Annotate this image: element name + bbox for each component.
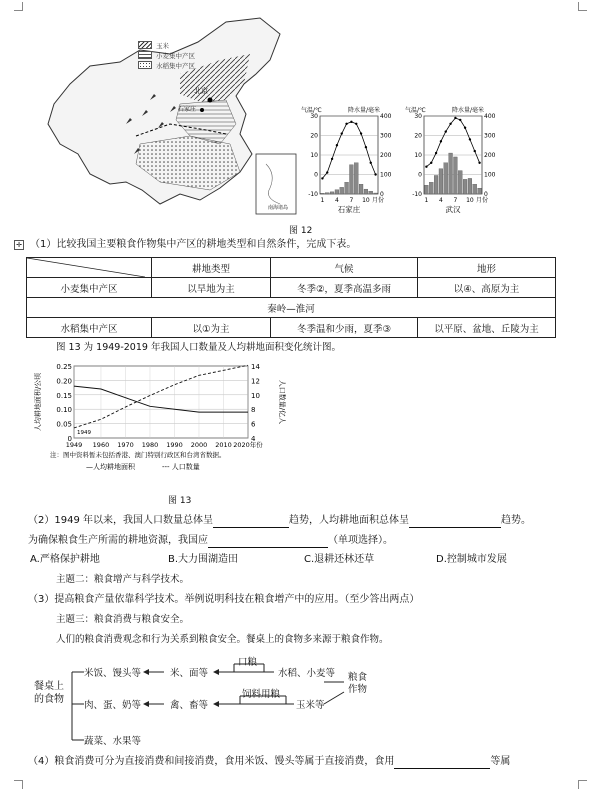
temperature-point bbox=[459, 119, 461, 121]
answer-blank-choice[interactable] bbox=[208, 533, 328, 548]
cell-qinling-huaihe: 秦岭—淮河 bbox=[27, 298, 556, 318]
climate-city-name: 石家庄 bbox=[337, 205, 361, 214]
precipitation-bar bbox=[345, 182, 349, 194]
precipitation-bar bbox=[458, 171, 462, 194]
cell-rice-climate: 冬季温和少雨，夏季③ bbox=[271, 318, 418, 338]
food-flow-diagram bbox=[34, 652, 374, 752]
fig13-start-label: 1949 bbox=[77, 430, 91, 436]
option-a[interactable]: A.严格保护耕地 bbox=[30, 554, 100, 565]
legend-item-corn: 玉米 bbox=[138, 40, 195, 50]
legend-item-rice: 水稻集中产区 bbox=[138, 60, 195, 70]
fig13-right-tick: 4 bbox=[251, 435, 256, 443]
temperature-point bbox=[365, 146, 367, 148]
beijing-dot bbox=[208, 98, 213, 103]
climate-right-tick: 0 bbox=[380, 191, 384, 198]
climate-x-unit: 月份 bbox=[476, 197, 489, 204]
temperature-point bbox=[331, 158, 333, 160]
fig13-legend-dashed: --- 人口数量 bbox=[162, 463, 200, 471]
header-climate: 气候 bbox=[271, 258, 418, 278]
flow-crops: 粮食作物 bbox=[348, 672, 368, 695]
fig13-x-tick: 1980 bbox=[141, 441, 159, 449]
flow-corn: 玉米等 bbox=[296, 700, 325, 711]
option-c[interactable]: C.退耕还林还草 bbox=[304, 554, 375, 565]
fig13-right-tick: 6 bbox=[251, 420, 256, 429]
table-row bbox=[27, 298, 556, 318]
fig13-x-tick: 1960 bbox=[92, 441, 110, 449]
temperature-point bbox=[321, 177, 323, 179]
cell-wheat-farmland: 以旱地为主 bbox=[152, 278, 271, 298]
temperature-point bbox=[430, 162, 432, 164]
fig13-left-tick: 0 bbox=[67, 435, 72, 443]
table-move-handle-icon[interactable]: ✛ bbox=[14, 240, 24, 250]
climate-right-axis-label: 降水量/毫米 bbox=[348, 107, 381, 114]
climate-x-tick: 7 bbox=[453, 197, 458, 204]
flow-poultry: 禽、畜等 bbox=[170, 700, 209, 711]
fig13-left-tick: 0.25 bbox=[56, 363, 72, 371]
flow-rice-noodles: 米饭、馒头等 bbox=[84, 668, 142, 679]
precipitation-bar bbox=[335, 190, 339, 194]
header-farmland-type: 耕地类型 bbox=[152, 258, 271, 278]
climate-right-tick: 0 bbox=[484, 191, 488, 198]
shijiazhuang-dot bbox=[200, 108, 204, 112]
map-legend bbox=[138, 40, 195, 70]
precipitation-bar bbox=[325, 193, 329, 194]
climate-chart-wuhan bbox=[404, 104, 500, 222]
population-farmland-chart-svg bbox=[30, 358, 330, 490]
table-row bbox=[27, 278, 556, 298]
question-3: （3）提高粮食产量依靠科学技术。举例说明科技在粮食增产中的应用。（至少答出两点） bbox=[28, 594, 420, 605]
climate-left-tick: 10 bbox=[414, 152, 422, 159]
fig13-note: 注：图中资料暂未包括香港、澳门特别行政区和台湾省数据。 bbox=[50, 451, 226, 459]
topic-2: 主题二：粮食增产与科学技术。 bbox=[56, 574, 190, 585]
population-farmland-chart bbox=[30, 358, 330, 490]
cell-wheat-terrain: 以④、高原为主 bbox=[418, 278, 556, 298]
label-shijiazhuang: 石家庄 bbox=[178, 106, 197, 113]
legend-item-wheat: 小麦集中产区 bbox=[138, 50, 195, 60]
precipitation-bar bbox=[439, 169, 443, 194]
temperature-point bbox=[435, 152, 437, 154]
climate-x-tick: 1 bbox=[320, 197, 325, 204]
fig13-right-axis-label: 人口数量/亿人 bbox=[278, 379, 286, 425]
climate-chart-svg bbox=[404, 104, 500, 222]
climate-chart-shijiazhuang bbox=[300, 104, 396, 222]
fig13-x-tick: 1990 bbox=[166, 441, 183, 449]
question-4: （4）粮食消费可分为直接消费和间接消费，食用米饭、馒头等属于直接消费，食用 等属 bbox=[28, 756, 511, 767]
climate-left-axis-label: 气温/℃ bbox=[405, 107, 426, 114]
figure-13-intro: 图 13 为 1949-2019 年我国人口数量及人均耕地面积变化统计图。 bbox=[56, 342, 341, 353]
precipitation-bar bbox=[468, 178, 472, 194]
grain-comparison-table bbox=[26, 257, 556, 338]
question-1: （1）比较我国主要粮食作物集中产区的耕地类型和自然条件，完成下表。 bbox=[30, 239, 357, 250]
temperature-point bbox=[474, 150, 476, 152]
climate-left-tick: -10 bbox=[308, 191, 318, 198]
temperature-point bbox=[440, 140, 442, 142]
flow-rice-flour: 米、面等 bbox=[170, 668, 209, 679]
flow-table-food: 餐桌上的食物 bbox=[34, 681, 64, 705]
china-grain-map bbox=[30, 4, 302, 218]
climate-right-tick: 300 bbox=[380, 132, 392, 140]
fig13-right-tick: 14 bbox=[251, 363, 260, 371]
temperature-point bbox=[336, 144, 338, 146]
china-map-graphic bbox=[30, 4, 302, 218]
temperature-point bbox=[374, 173, 376, 175]
cell-rice-terrain: 以平原、盆地、丘陵为主 bbox=[418, 318, 556, 338]
climate-right-tick: 100 bbox=[484, 171, 496, 179]
fig13-left-tick: 0.05 bbox=[56, 420, 72, 429]
temperature-line bbox=[322, 122, 375, 179]
corner-mark-top-left bbox=[14, 2, 23, 11]
precipitation-bar bbox=[359, 184, 363, 194]
label-beijing: 北京 bbox=[194, 87, 208, 95]
inset-label: 南海诸岛 bbox=[268, 205, 289, 211]
topic-3: 主题三：粮食消费与粮食安全。 bbox=[56, 614, 190, 625]
flow-meat-eggs: 肉、蛋、奶等 bbox=[84, 700, 142, 711]
climate-chart-svg bbox=[300, 104, 396, 222]
temperature-point bbox=[370, 162, 372, 164]
precipitation-bar bbox=[434, 175, 438, 194]
fig13-left-tick: 0.15 bbox=[56, 391, 72, 400]
fig13-x-tick: 2000 bbox=[190, 441, 208, 449]
temperature-point bbox=[360, 132, 362, 134]
topic-3-text: 人们的粮食消费观念和行为关系到粮食安全。餐桌上的食物多来源于粮食作物。 bbox=[56, 634, 389, 645]
question-2-line-1: （2）1949 年以来，我国人口数量总体呈 趋势，人均耕地面积总体呈 趋势。 bbox=[28, 515, 531, 526]
climate-right-tick: 400 bbox=[484, 113, 496, 120]
fig13-right-tick: 12 bbox=[251, 377, 260, 386]
climate-x-tick: 4 bbox=[335, 197, 339, 204]
precipitation-bar bbox=[449, 153, 453, 194]
fig13-x-tick: 2020年份 bbox=[233, 441, 263, 449]
option-b[interactable]: B.大力围湖造田 bbox=[168, 554, 239, 565]
climate-left-tick: 30 bbox=[310, 113, 318, 120]
precipitation-bar bbox=[473, 184, 477, 194]
climate-left-tick: 0 bbox=[418, 171, 422, 179]
flow-feed: 饲料用粮 bbox=[242, 689, 281, 700]
precipitation-bar bbox=[374, 193, 378, 194]
precipitation-bar bbox=[369, 191, 373, 194]
climate-left-axis-label: 气温/℃ bbox=[301, 107, 322, 114]
flow-veggies: 蔬菜、水果等 bbox=[84, 736, 142, 747]
figure-13-caption: 图 13 bbox=[168, 496, 192, 506]
precipitation-bar bbox=[463, 179, 467, 194]
precipitation-bar bbox=[364, 189, 368, 194]
cell-rice-region: 水稻集中产区 bbox=[27, 318, 152, 338]
temperature-point bbox=[445, 130, 447, 132]
precipitation-bar bbox=[321, 193, 325, 194]
precipitation-bar bbox=[429, 182, 433, 194]
precipitation-bar bbox=[354, 163, 358, 194]
temperature-line bbox=[426, 118, 479, 167]
precipitation-bar bbox=[478, 188, 482, 194]
cell-rice-farmland: 以①为主 bbox=[152, 318, 271, 338]
climate-right-axis-label: 降水量/毫米 bbox=[452, 107, 485, 114]
table-diagonal-cell bbox=[27, 258, 152, 278]
figure-12-caption: 图 12 bbox=[289, 226, 313, 236]
climate-left-tick: 10 bbox=[310, 152, 318, 159]
answer-blank-farmland-trend[interactable] bbox=[409, 513, 501, 528]
temperature-point bbox=[469, 138, 471, 140]
precipitation-bar bbox=[425, 185, 429, 194]
flow-ration: 口粮 bbox=[238, 657, 258, 668]
cell-wheat-region: 小麦集中产区 bbox=[27, 278, 152, 298]
temperature-point bbox=[449, 123, 451, 125]
fig13-right-tick: 8 bbox=[251, 406, 256, 415]
cell-wheat-climate: 冬季②，夏季高温多雨 bbox=[271, 278, 418, 298]
precipitation-bar bbox=[340, 187, 344, 194]
fig13-left-tick: 0.10 bbox=[56, 406, 72, 415]
corner-mark-top-right bbox=[578, 2, 587, 11]
answer-blank-population-trend[interactable] bbox=[213, 513, 289, 528]
fig13-x-tick: 2010 bbox=[215, 441, 232, 449]
climate-left-tick: 0 bbox=[314, 171, 318, 179]
temperature-point bbox=[454, 117, 456, 119]
farmland-per-capita-line bbox=[74, 386, 248, 412]
climate-x-unit: 月份 bbox=[372, 197, 385, 204]
climate-right-tick: 200 bbox=[380, 152, 392, 159]
precipitation-bar bbox=[444, 163, 448, 194]
corner-mark-bottom-left bbox=[14, 780, 23, 789]
fig13-left-axis-label: 人均耕地面积/公顷 bbox=[34, 372, 42, 432]
fig13-right-tick: 10 bbox=[251, 391, 260, 400]
temperature-point bbox=[350, 121, 352, 123]
fig13-x-tick: 1970 bbox=[117, 441, 134, 449]
climate-city-name: 武汉 bbox=[445, 205, 461, 214]
population-line bbox=[74, 365, 248, 428]
answer-blank-indirect[interactable] bbox=[394, 754, 490, 769]
climate-left-tick: -10 bbox=[412, 191, 422, 198]
header-terrain: 地形 bbox=[418, 258, 556, 278]
table-header-row bbox=[27, 258, 556, 278]
fig13-left-tick: 0.20 bbox=[56, 377, 72, 386]
option-d[interactable]: D.控制城市发展 bbox=[436, 554, 507, 565]
climate-right-tick: 200 bbox=[484, 152, 496, 159]
precipitation-bar bbox=[350, 165, 354, 194]
temperature-point bbox=[345, 123, 347, 125]
fig13-x-tick: 1949 bbox=[65, 441, 83, 449]
climate-left-tick: 20 bbox=[310, 132, 318, 140]
precipitation-bar bbox=[454, 157, 458, 194]
climate-right-tick: 300 bbox=[484, 132, 496, 140]
fig13-frame bbox=[74, 366, 248, 438]
temperature-point bbox=[478, 162, 480, 164]
temperature-point bbox=[355, 123, 357, 125]
fig13-legend-solid: —人均耕地面积 bbox=[86, 463, 135, 471]
question-2-line-2: 为确保粮食生产所需的耕地资源，我国应 （单项选择）。 bbox=[28, 535, 393, 546]
climate-right-tick: 100 bbox=[380, 171, 392, 179]
climate-left-tick: 20 bbox=[414, 132, 422, 140]
climate-right-tick: 400 bbox=[380, 113, 392, 120]
precipitation-bar bbox=[330, 192, 334, 194]
table-row bbox=[27, 318, 556, 338]
temperature-point bbox=[425, 166, 427, 168]
climate-left-tick: 30 bbox=[414, 113, 422, 120]
temperature-point bbox=[341, 132, 343, 134]
corner-mark-bottom-right bbox=[578, 780, 587, 789]
flow-rice-wheat: 水稻、小麦等 bbox=[278, 668, 336, 679]
climate-x-tick: 7 bbox=[349, 197, 354, 204]
climate-x-tick: 10 bbox=[466, 197, 474, 204]
temperature-point bbox=[326, 171, 328, 173]
climate-x-tick: 10 bbox=[362, 197, 370, 204]
climate-x-tick: 1 bbox=[424, 197, 429, 204]
climate-x-tick: 4 bbox=[439, 197, 443, 204]
temperature-point bbox=[464, 127, 466, 129]
